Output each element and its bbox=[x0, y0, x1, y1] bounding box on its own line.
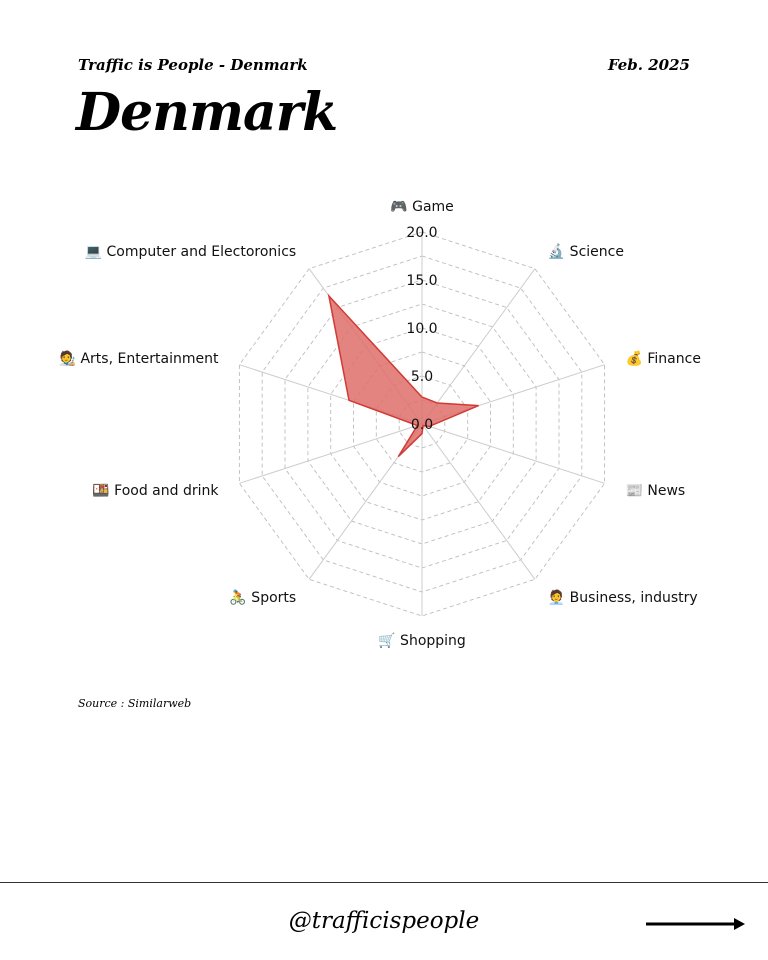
radial-tick-label: 20.0 bbox=[406, 225, 438, 241]
axis-label: 📰 News bbox=[625, 483, 686, 500]
radial-tick-label: 15.0 bbox=[406, 273, 438, 289]
axis-label: 🧑‍🎨 Arts, Entertainment bbox=[58, 350, 219, 367]
radial-tick-label: 0.0 bbox=[410, 417, 434, 433]
grid-spoke bbox=[422, 424, 535, 579]
axis-label: 💻 Computer and Electoronics bbox=[84, 243, 297, 260]
radial-tick-label: 5.0 bbox=[410, 369, 434, 385]
axis-label: 🍱 Food and drink bbox=[92, 483, 219, 500]
chart-date: Feb. 2025 bbox=[607, 56, 690, 74]
page-title: Denmark bbox=[76, 82, 338, 143]
grid-spoke bbox=[422, 269, 535, 424]
axis-label: 🛒 Shopping bbox=[378, 633, 466, 649]
radial-tick-label: 10.0 bbox=[406, 321, 438, 337]
chart-subtitle: Traffic is People - Denmark bbox=[78, 56, 308, 74]
axis-label: 🚴 Sports bbox=[229, 590, 297, 607]
axis-label: 🎮 Game bbox=[390, 199, 454, 215]
social-handle: @trafficispeople bbox=[288, 908, 480, 934]
axis-label: 🧑‍💼 Business, industry bbox=[547, 590, 698, 607]
right-arrow-icon[interactable] bbox=[646, 914, 746, 934]
footer-divider bbox=[0, 882, 768, 883]
axis-label: 🔬 Science bbox=[547, 243, 624, 260]
source-note: Source : Similarweb bbox=[78, 697, 192, 710]
axis-label: 💰 Finance bbox=[625, 350, 701, 367]
